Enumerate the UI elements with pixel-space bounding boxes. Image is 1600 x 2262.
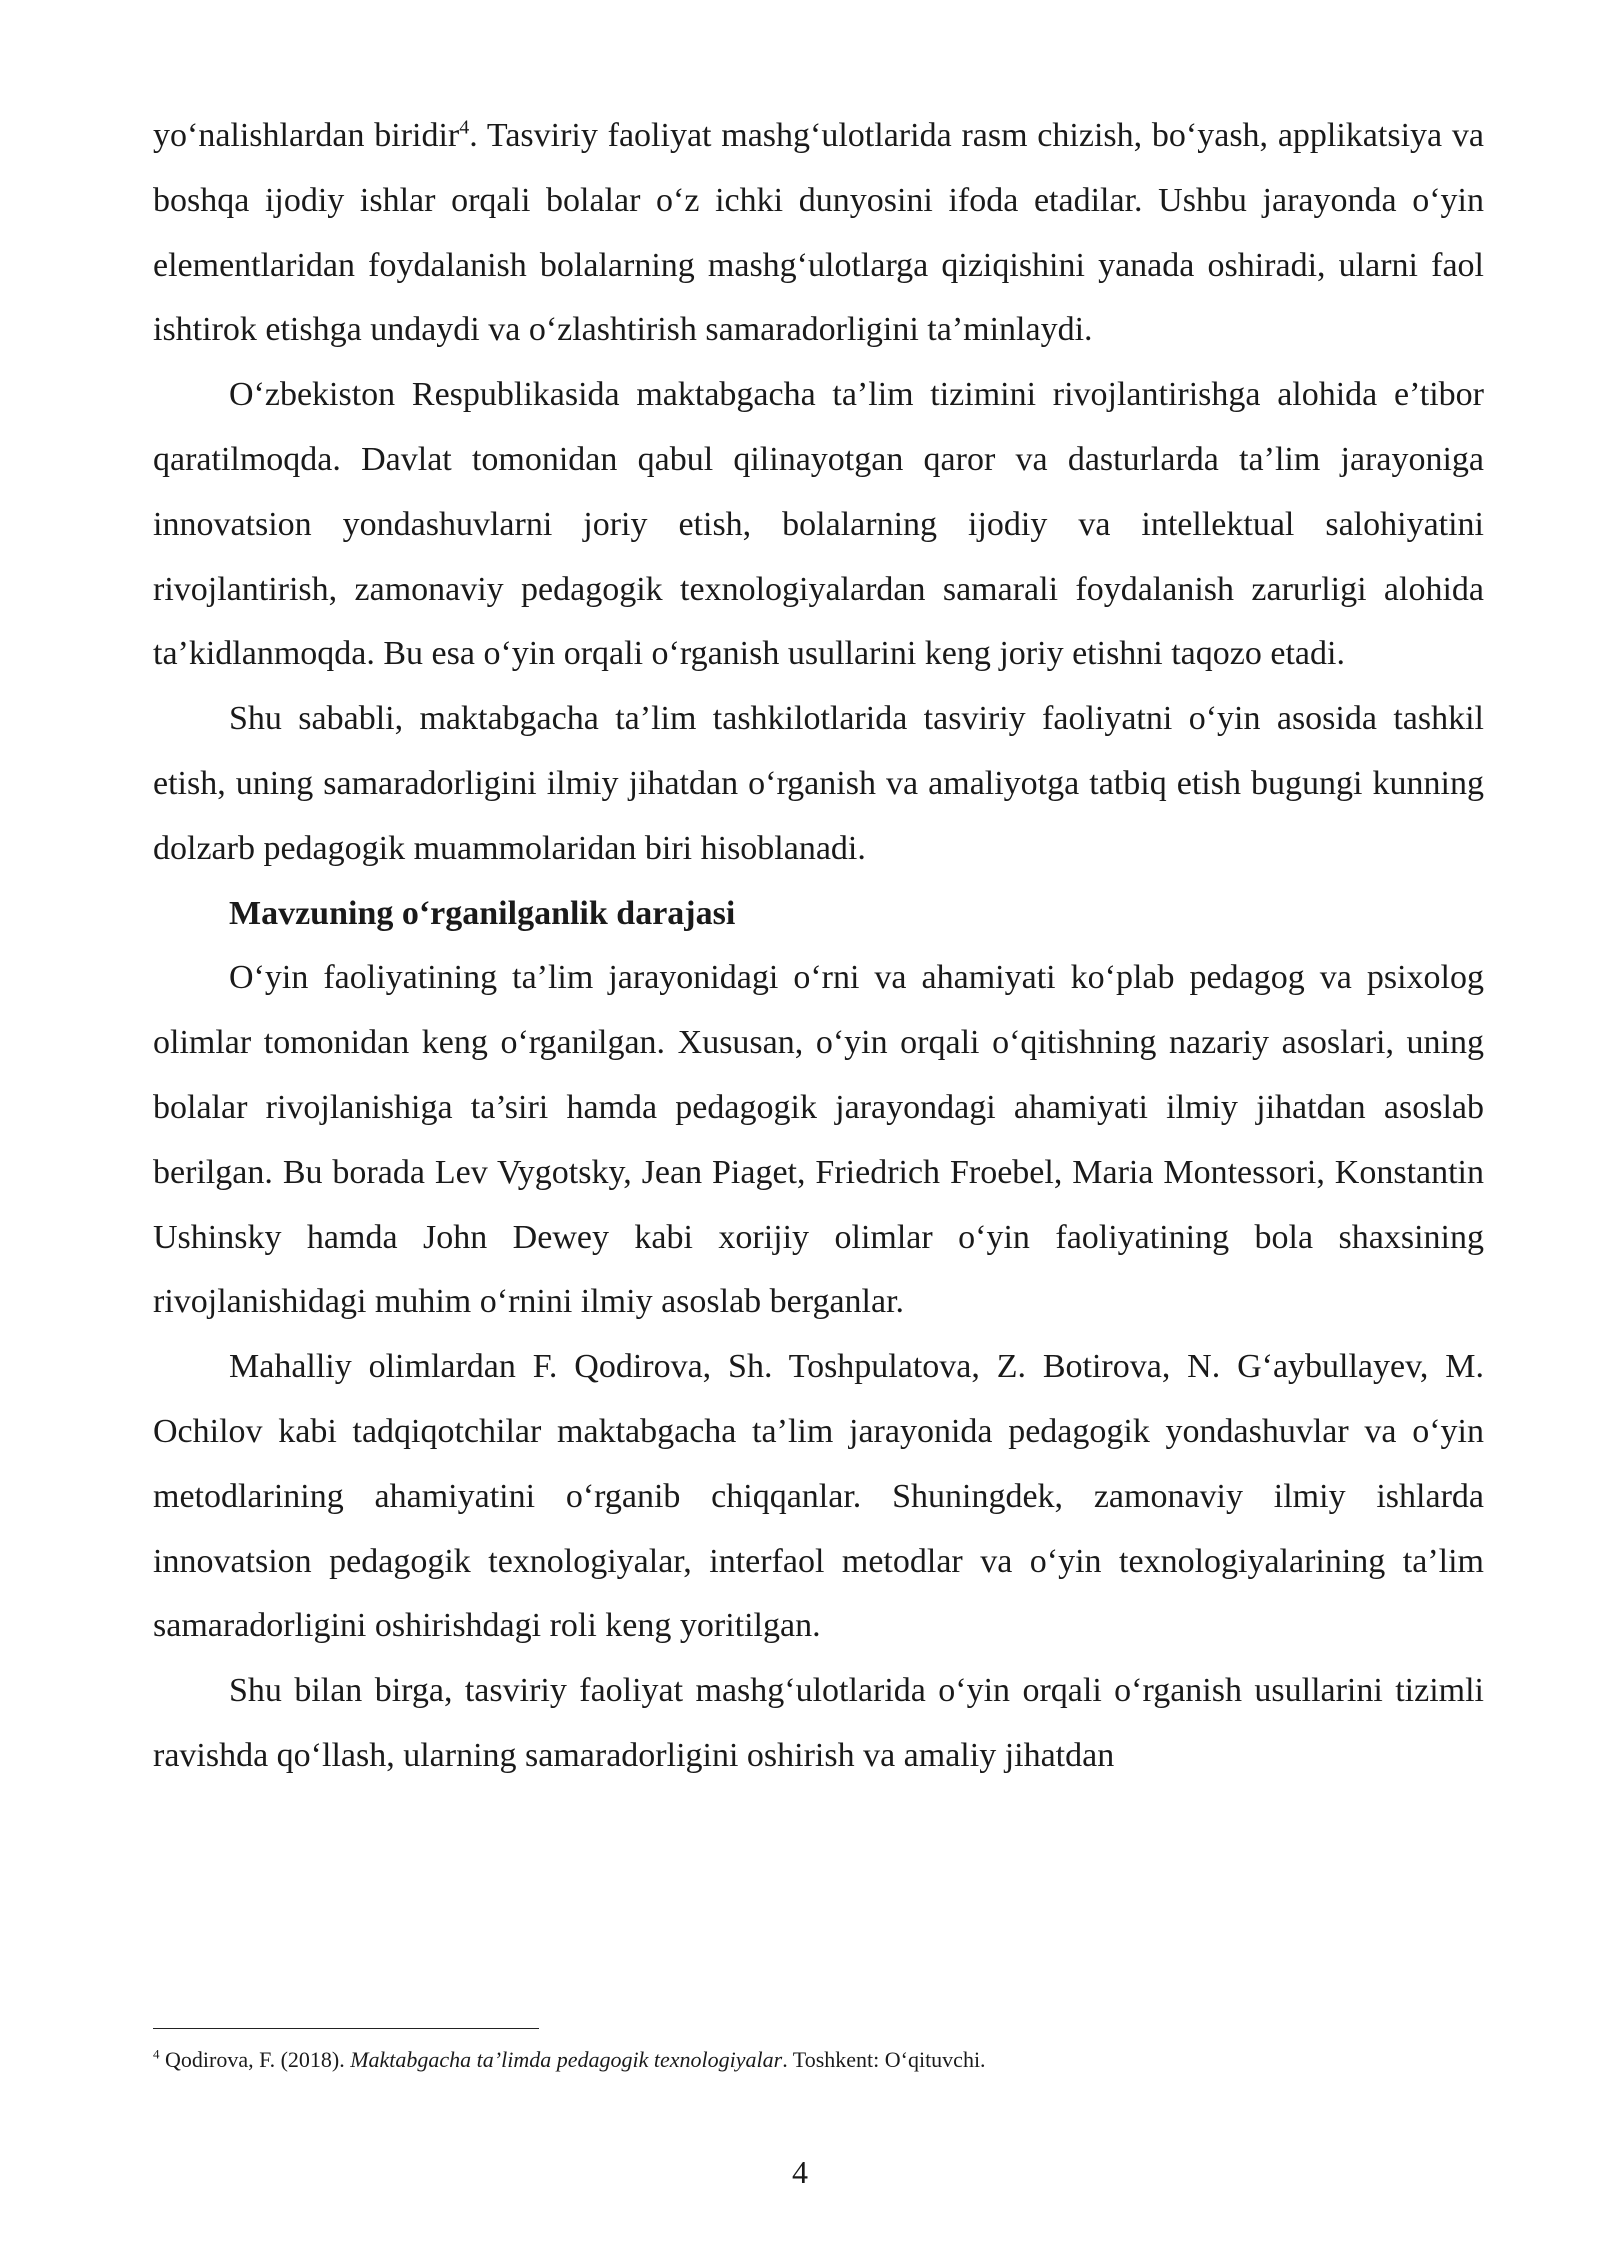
footnote-title: Maktabgacha ta’limda pedagogik texnologiyalar [350, 2047, 783, 2072]
footnote-reference[interactable]: 4 [459, 116, 470, 139]
paragraph-2: O‘zbekiston Respublikasida maktabgacha ta’lim tizimini rivojlantirishga alohida e’tibor qaratilmoqda. Davlat tomonidan qabul qilinayotgan qaror va dasturlarda ta’lim jarayoniga innovatsion yondashuvlarni joriy etish, bolalarning ijodiy va intellektual salohiyatini rivojlantirish, zamonaviy pedagogik texnologiyalardan samarali foydalanish zarurligi alohida ta’kidlanmoqda. Bu esa o‘yin orqali o‘rganish usullarini keng joriy etishni taqozo etadi. [153, 376, 1484, 673]
section-heading: Mavzuning o‘rganilganlik darajasi [229, 894, 736, 932]
paragraph-1-rest: . Tasviriy faoliyat mashg‘ulotlarida rasm chizish, bo‘yash, applikatsiya va boshqa ijodiy ishlar orqali bolalar o‘z ichki dunyosini ifoda etadilar. Ushbu jarayonda o‘yin elementlaridan foydalanish bolalarning mashg‘ulotlarga qiziqishini yanada oshiradi, ularni faol ishtirok etishga undaydi va o‘zlashtirish samaradorligini ta’minlaydi. [153, 117, 1484, 349]
page-number: 4 [792, 2154, 808, 2190]
footnote-divider [153, 2028, 539, 2029]
paragraph-5: Mahalliy olimlardan F. Qodirova, Sh. Toshpulatova, Z. Botirova, N. G‘aybullayev, M. Ochilov kabi tadqiqotchilar maktabgacha ta’lim jarayonida pedagogik yondashuvlar va o‘yin metodlarining ahamiyatini o‘rganib chiqqanlar. Shuningdek, zamonaviy ilmiy ishlarda innovatsion pedagogik texnologiyalar, interfaol metodlar va o‘yin texnologiyalarining ta’lim samaradorligini oshirishdagi roli keng yoritilgan. [153, 1348, 1484, 1645]
footnote-text-after: . Toshkent: O‘qituvchi. [782, 2047, 986, 2072]
paragraph-6: Shu bilan birga, tasviriy faoliyat mashg‘ulotlarida o‘yin orqali o‘rganish usullarini tizimli ravishda qo‘llash, ularning samaradorligini oshirish va amaliy jihatdan [153, 1672, 1484, 1774]
paragraph-4: O‘yin faoliyatining ta’lim jarayonidagi o‘rni va ahamiyati ko‘plab pedagog va psixolog olimlar tomonidan keng o‘rganilgan. Xususan, o‘yin orqali o‘qitishning nazariy asoslari, uning bolalar rivojlanishiga ta’siri hamda pedagogik jarayondagi ahamiyati ilmiy jihatdan asoslab berilgan. Bu borada Lev Vygotsky, Jean Piaget, Friedrich Froebel, Maria Montessori, Konstantin Ushinsky hamda John Dewey kabi xorijiy olimlar o‘yin faoliyatining bola shaxsining rivojlanishidagi muhim o‘rnini ilmiy asoslab berganlar. [153, 959, 1484, 1321]
footnote [153, 2044, 1484, 2076]
page-body [153, 104, 1484, 1789]
footnote-marker: 4 [153, 2046, 160, 2062]
footnote-text-before: Qodirova, F. (2018). [159, 2047, 351, 2072]
paragraph-1 [153, 104, 1484, 363]
paragraph-1-text: yo‘nalishlardan biridir [153, 117, 460, 154]
paragraph-3: Shu sababli, maktabgacha ta’lim tashkilotlarida tasviriy faoliyatni o‘yin asosida tashkil etish, uning samaradorligini ilmiy jihatdan o‘rganish va amaliyotga tatbiq etish bugungi kunning dolzarb pedagogik muammolaridan biri hisoblanadi. [153, 700, 1484, 867]
